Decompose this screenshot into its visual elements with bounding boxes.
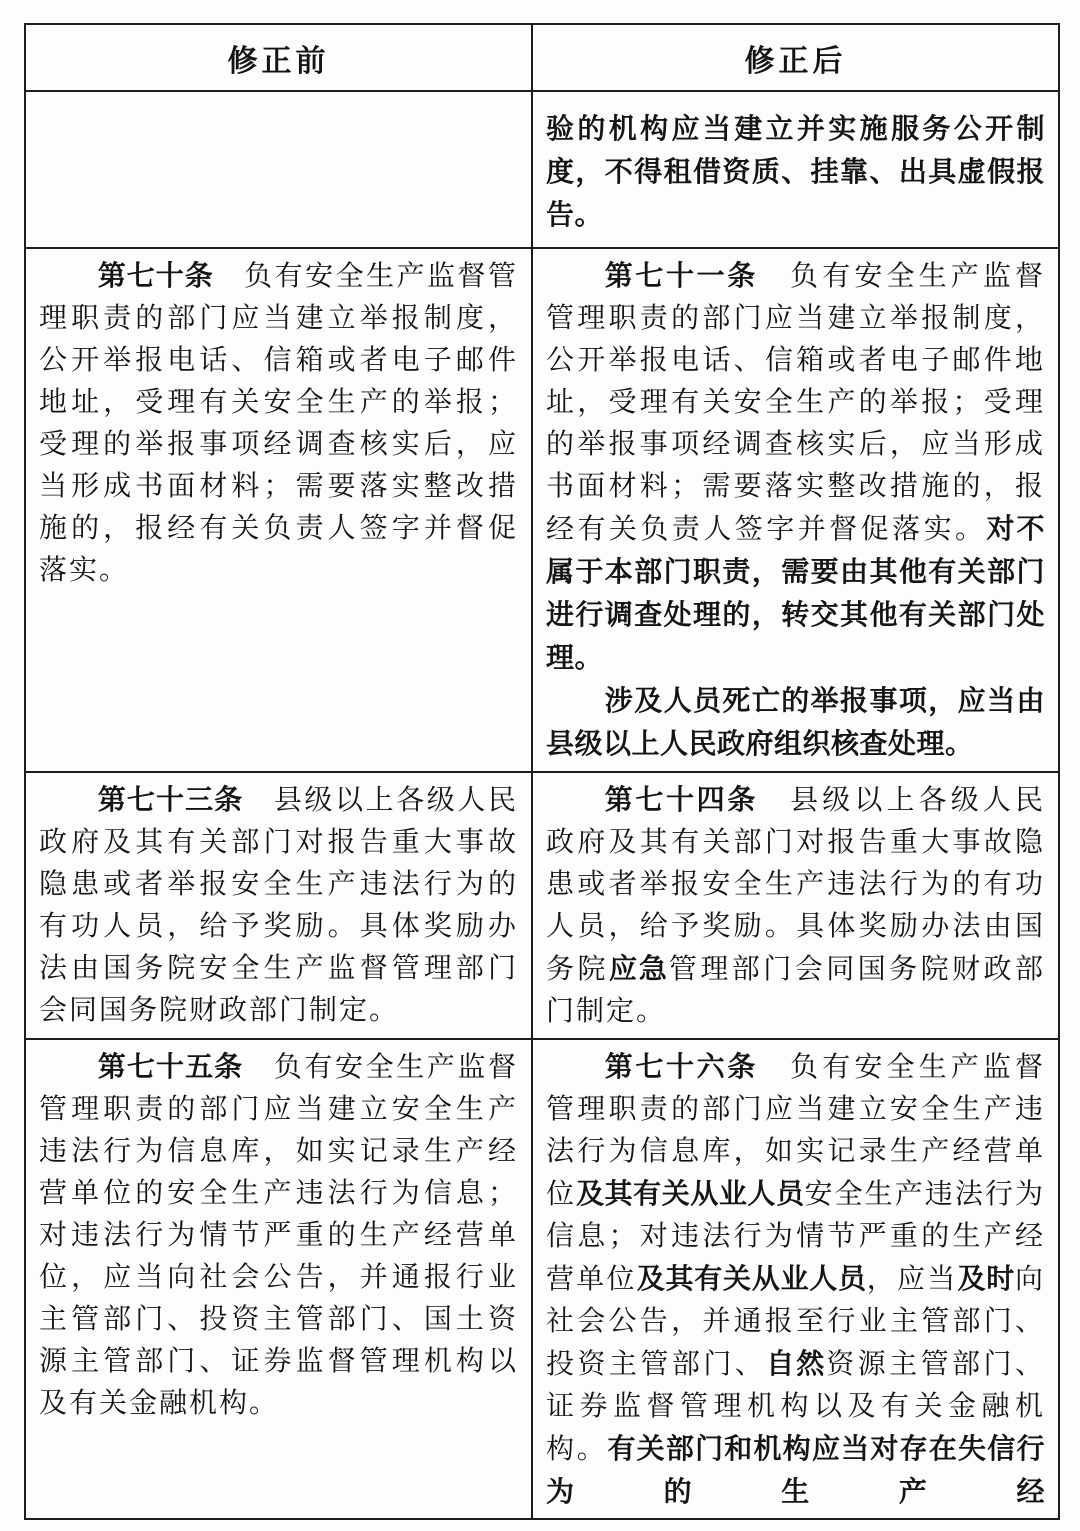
amended-text-segment: 验的机构应当建立并实施服务公开制度，不得租借资质、挂靠、出具虚假报告。 <box>546 113 1045 230</box>
text-segment: ，应当 <box>866 1264 958 1295</box>
paragraph <box>39 779 518 1032</box>
text-segment: 负有安全生产监督管理职责的部门应当建立安全生产违法行为信息库，如实记录生产经营单位的安全生产违法行为信息；对违法行为情节严重的生产经营单位，应当向社会公告，并通报行业主管部门、投资主管部门、国土资源主管部门、证券监督管理机构以及有关金融机构。 <box>39 1052 518 1419</box>
amended-text-segment: 涉及人员死亡的举报事项，应当由县级以上人民政府组织核查处理。 <box>546 685 1045 759</box>
paragraph <box>546 1046 1045 1514</box>
row-article-70-71 <box>25 248 1059 772</box>
amended-text-segment: 及时 <box>957 1263 1015 1294</box>
amended-text-segment: 第七十五条 <box>97 1051 244 1082</box>
amended-text-segment: 第七十一条 <box>604 260 758 291</box>
header-after: 修正后 <box>532 24 1059 91</box>
cell-after-article-76 <box>532 1039 1059 1519</box>
amended-text-segment: 对不属于本部门职责，需要由其他有关部门进行调查处理的，转交其他有关部门处理。 <box>546 513 1045 673</box>
table-header-row <box>25 24 1059 91</box>
text-segment: 负有安全生产监督管理职责的部门应当建立安全生产违法行为信息库，如实记录生产经营单位 <box>546 1052 1045 1210</box>
paragraph <box>546 779 1045 1033</box>
amended-text-segment: 第七十六条 <box>604 1051 758 1082</box>
amended-text-segment: 有关部门和机构应当对存在失信行为的生产经 <box>546 1433 1045 1507</box>
cell-before-continuation <box>25 91 532 248</box>
text-segment: 负有安全生产监督管理职责的部门应当建立举报制度，公开举报电话、信箱或者电子邮件地址，受理有关安全生产的举报；受理的举报事项经调查核实后，应当形成书面材料；需要落实整改措施的，报经有关负责人签字并督促落实。 <box>546 261 1045 545</box>
row-article-75-76 <box>25 1039 1059 1519</box>
row-article-73-74 <box>25 772 1059 1039</box>
text-segment: 向社会公告，并通报至行业主管部门、投资主管部门、 <box>546 1264 1045 1380</box>
amended-text-segment: 第七十三条 <box>97 784 244 815</box>
row-article-72-continuation <box>25 91 1059 248</box>
cell-before-article-70 <box>25 248 532 772</box>
cell-after-continuation <box>532 91 1059 248</box>
text-segment: 县级以上各级人民政府及其有关部门对报告重大事故隐患或者举报安全生产违法行为的有功人员，给予奖励。具体奖励办法由国务院 <box>546 785 1045 985</box>
cell-before-article-73 <box>25 772 532 1039</box>
amended-text-segment: 第七十条 <box>97 260 214 291</box>
text-segment: 安全生产违法行为信息；对违法行为情节严重的生产经营单位 <box>546 1179 1045 1295</box>
amended-text-segment: 应急 <box>608 953 669 984</box>
amendment-comparison-table <box>24 23 1060 1520</box>
amended-text-segment: 自然 <box>766 1348 827 1379</box>
paragraph <box>39 1046 518 1425</box>
header-before: 修正前 <box>25 24 532 91</box>
amended-text-segment: 及其有关从业人员 <box>576 1178 805 1209</box>
paragraph <box>39 255 518 592</box>
text-segment: 资源主管部门、证券监督管理机构以及有关金融机构。 <box>546 1349 1045 1465</box>
amended-text-segment: 及其有关从业人员 <box>636 1263 867 1294</box>
cell-after-article-74 <box>532 772 1059 1039</box>
amended-text-segment: 第七十四条 <box>604 784 758 815</box>
text-segment: 负有安全生产监督管理职责的部门应当建立举报制度，公开举报电话、信箱或者电子邮件地址，受理有关安全生产的举报；受理的举报事项经调查核实后，应当形成书面材料；需要落实整改措施的，报经有关负责人签字并督促落实。 <box>39 261 518 586</box>
cell-after-article-71 <box>532 248 1059 772</box>
text-segment: 县级以上各级人民政府及其有关部门对报告重大事故隐患或者举报安全生产违法行为的有功人员，给予奖励。具体奖励办法由国务院安全生产监督管理部门会同国务院财政部门制定。 <box>39 785 518 1026</box>
text-segment: 管理部门会同国务院财政部门制定。 <box>546 954 1045 1027</box>
paragraph <box>546 255 1045 680</box>
paragraph <box>546 680 1045 766</box>
cell-before-article-75 <box>25 1039 532 1519</box>
paragraph <box>546 108 1045 237</box>
